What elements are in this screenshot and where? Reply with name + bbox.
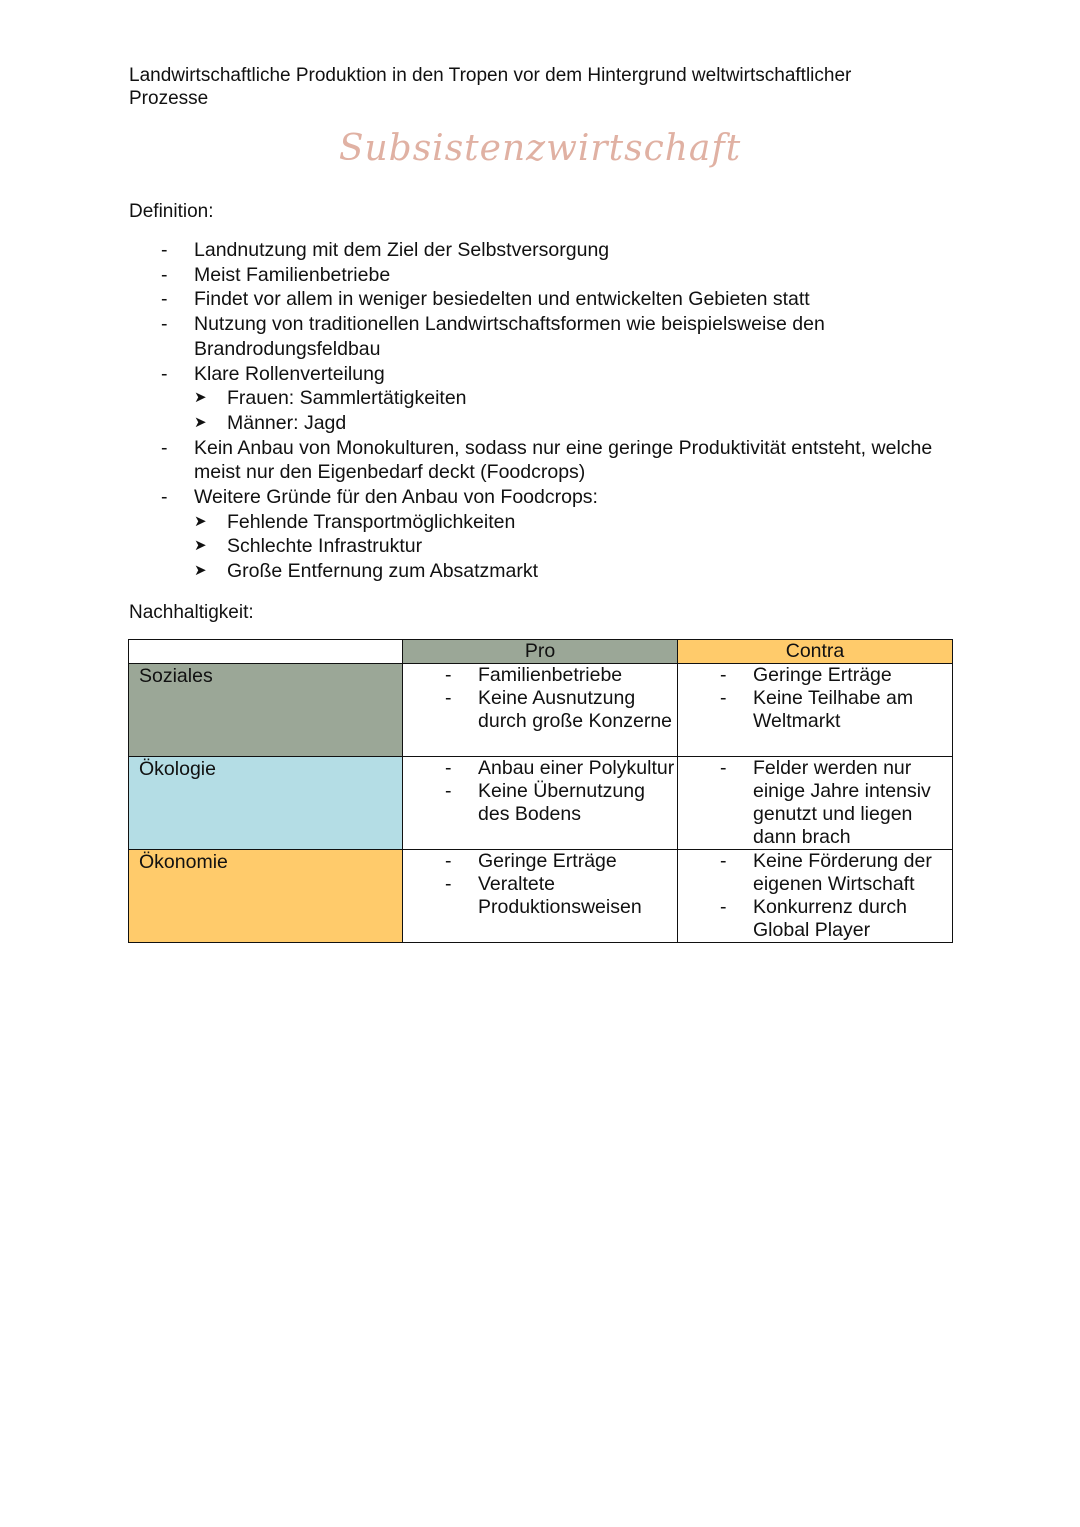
bullet-dash: - [720, 896, 727, 918]
bullet-dash: - [161, 239, 168, 261]
contra-cell [678, 757, 953, 850]
list-item-text: Keine Ausnutzung durch große Konzerne [478, 687, 673, 732]
list-item-text: Meist Familienbetriebe [194, 263, 391, 286]
category-cell: Soziales [129, 664, 403, 757]
arrow-bullet-icon: ➤ [194, 512, 207, 530]
contra-list [678, 664, 952, 733]
list-item [129, 436, 959, 485]
bullet-dash: - [720, 757, 727, 779]
bullet-dash: - [161, 362, 168, 385]
list-item-text: Geringe Erträge [753, 664, 892, 686]
list-item [403, 664, 677, 687]
table-row [129, 664, 953, 757]
bullet-dash: - [161, 486, 168, 509]
list-item [129, 312, 959, 361]
list-item-text: Felder werden nur einige Jahre intensiv genutzt und liegen dann brach [753, 757, 931, 848]
list-item-text: Familienbetriebe [478, 664, 623, 686]
sub-list [194, 510, 959, 584]
sub-list-item-text: Frauen: Sammlertätigkeiten [227, 387, 467, 410]
bullet-dash: - [445, 873, 452, 895]
sub-list-item [194, 559, 959, 584]
sub-list-item-text: Große Entfernung zum Absatzmarkt [227, 560, 539, 583]
list-item [678, 896, 952, 942]
contra-list [678, 850, 952, 942]
sustainability-label: Nachhaltigkeit: [129, 602, 254, 623]
list-item-text: Weitere Gründe für den Anbau von Foodcrops: [194, 486, 598, 509]
list-item [678, 757, 952, 849]
list-item-text: Veraltete Produktionsweisen [478, 873, 642, 918]
list-item [678, 850, 952, 896]
table-row [129, 757, 953, 850]
list-item [129, 485, 959, 584]
sub-list-item [194, 411, 959, 436]
bullet-dash: - [445, 687, 452, 709]
contra-list [678, 757, 952, 849]
list-item-text: Keine Übernutzung des Bodens [478, 780, 645, 825]
pro-list [403, 757, 677, 826]
definition-label: Definition: [129, 201, 214, 222]
table-row [129, 850, 953, 943]
list-item [403, 873, 677, 919]
list-item [403, 687, 677, 733]
list-item-text: Konkurrenz durch Global Player [753, 896, 907, 941]
list-item [678, 664, 952, 687]
list-item [403, 780, 677, 826]
bullet-dash: - [720, 687, 727, 709]
table-header-pro: Pro [403, 640, 678, 664]
pro-list [403, 850, 677, 919]
table-header-contra: Contra [678, 640, 953, 664]
bullet-dash: - [161, 288, 168, 311]
sub-list-item [194, 534, 959, 559]
list-item [403, 850, 677, 873]
pro-cell [403, 850, 678, 943]
sub-list-item [194, 386, 959, 411]
pro-cell [403, 664, 678, 757]
bullet-dash: - [161, 263, 168, 286]
list-item-text: Anbau einer Polykultur [478, 757, 675, 779]
list-item-text: Keine Förderung der eigenen Wirtschaft [753, 850, 932, 895]
handwritten-heading: Subsistenzwirtschaft [338, 128, 742, 169]
list-item-text: Kein Anbau von Monokulturen, sodass nur eine geringe Produktivität entsteht, welche meist nur den Eigenbedarf deckt (Foodcrops) [194, 436, 933, 484]
bullet-dash: - [445, 664, 452, 686]
sustainability-table [128, 639, 953, 943]
bullet-dash: - [445, 780, 452, 802]
list-item-text: Geringe Erträge [478, 850, 617, 872]
sub-list-item-text: Männer: Jagd [227, 411, 347, 434]
sub-list-item [194, 510, 959, 535]
bullet-dash: - [720, 664, 727, 686]
arrow-bullet-icon: ➤ [194, 562, 207, 580]
sub-list [194, 386, 959, 435]
list-item [403, 757, 677, 780]
category-cell: Ökonomie [129, 850, 403, 943]
sub-list-item-text: Fehlende Transportmöglichkeiten [227, 510, 516, 533]
sub-list-item-text: Schlechte Infrastruktur [227, 535, 423, 558]
category-cell: Ökologie [129, 757, 403, 850]
bullet-dash: - [161, 313, 168, 336]
table-header-empty [129, 640, 403, 664]
definition-list [129, 238, 959, 584]
pro-cell [403, 757, 678, 850]
bullet-dash: - [161, 436, 168, 459]
list-item-text: Klare Rollenverteilung [194, 362, 385, 385]
bullet-dash: - [720, 850, 727, 872]
bullet-dash: - [445, 850, 452, 872]
list-item [129, 362, 959, 436]
list-item [129, 287, 959, 312]
list-item [129, 263, 959, 288]
table-header-row [129, 640, 953, 664]
arrow-bullet-icon: ➤ [194, 389, 207, 407]
list-item [129, 238, 959, 263]
list-item-text: Findet vor allem in weniger besiedelten und entwickelten Gebieten statt [194, 288, 810, 311]
arrow-bullet-icon: ➤ [194, 537, 207, 555]
list-item-text: Keine Teilhabe am Weltmarkt [753, 687, 914, 732]
list-item-text: Landnutzung mit dem Ziel der Selbstversorgung [194, 239, 610, 261]
arrow-bullet-icon: ➤ [194, 413, 207, 431]
bullet-dash: - [445, 757, 452, 779]
contra-cell [678, 664, 953, 757]
list-item [678, 687, 952, 733]
document-title: Landwirtschaftliche Produktion in den Tropen vor dem Hintergrund weltwirtschaftlicher Prozesse [129, 65, 852, 109]
contra-cell [678, 850, 953, 943]
list-item-text: Nutzung von traditionellen Landwirtschaftsformen wie beispielsweise den Brandrodungsfeldbau [194, 313, 825, 360]
pro-list [403, 664, 677, 733]
